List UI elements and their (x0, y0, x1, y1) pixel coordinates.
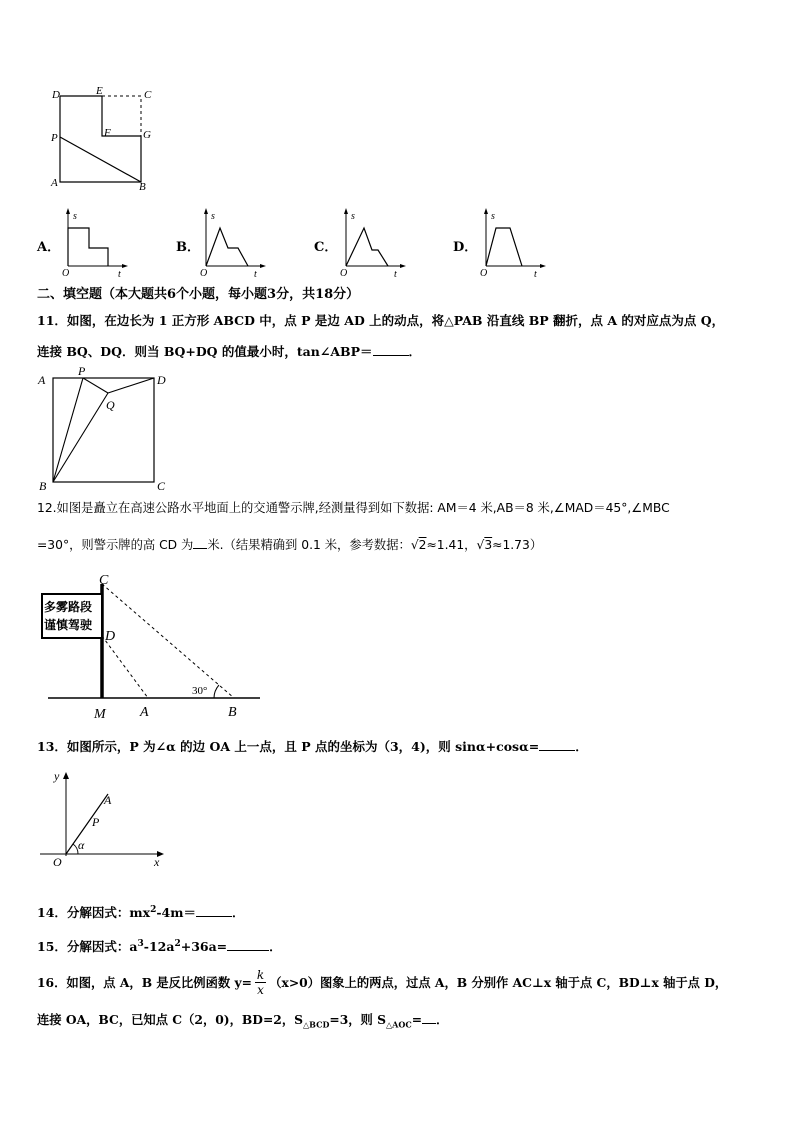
q14-line (37, 902, 244, 921)
q15-sup1: 3 (137, 939, 144, 949)
label-B: B (39, 479, 47, 493)
axis-o: O (480, 268, 488, 278)
q11-line2 (37, 344, 421, 360)
q16-line2b: =3，则 S (329, 1012, 387, 1027)
label-P: P (92, 815, 100, 829)
q12-line2a: =30°，则警示牌的高 CD 为 (37, 538, 194, 552)
q14-end: ． (231, 905, 245, 921)
label-D: D (105, 629, 116, 644)
q16-sub1: △BCD (303, 1019, 330, 1030)
angle-label: 30° (192, 685, 208, 697)
q13-text: 13．如图所示，P 为∠α 的边 OA 上一点，且 P 点的坐标为（3，4)，则 sinα+cosα= (37, 739, 540, 754)
q15-mid1: -12a (143, 939, 175, 955)
label-y: y (54, 769, 60, 783)
q10-figure (40, 82, 170, 192)
q15-pre: 15．分解因式：a (37, 939, 138, 955)
q13-answer-blank (539, 750, 575, 751)
axis-t: t (254, 269, 257, 278)
label-A: A (140, 705, 149, 720)
q11-line2-end: ． (408, 344, 422, 359)
q16-frac-num: k (256, 967, 265, 982)
label-M: M (94, 707, 106, 722)
q14-post: -4m＝ (156, 905, 196, 921)
label-G: G (143, 129, 151, 141)
label-D: D (157, 373, 166, 387)
axis-t: t (118, 269, 121, 278)
q16-line2c: = (411, 1012, 423, 1027)
label-B: B (139, 181, 146, 192)
q16-sub2: △AOC (386, 1019, 412, 1030)
label-F: F (104, 127, 111, 139)
q12-line2c: ≈1.41， (426, 538, 477, 552)
label-C: C (144, 89, 152, 101)
q16-end: ． (436, 1012, 449, 1027)
q13-end: ． (575, 739, 588, 754)
q12-answer-blank (193, 548, 207, 549)
axis-s: s (73, 211, 77, 222)
q12-line1: 12.如图是矗立在高速公路水平地面上的交通警示牌,经测量得到如下数据: AM＝4 米,AB＝8 米,∠MAD＝45°,∠MBC (37, 501, 670, 515)
q15-sup2: 2 (174, 939, 181, 949)
q13-figure (36, 768, 168, 868)
q12-sqrt3: 3 (484, 538, 493, 552)
label-C: C (99, 573, 109, 588)
q15-answer-blank (227, 950, 269, 951)
label-D: D (52, 89, 60, 101)
option-a-graph (58, 206, 130, 278)
label-P: P (51, 132, 58, 144)
q12-line2d: ≈1.73） (492, 538, 543, 552)
label-C: C (157, 479, 166, 493)
warning-sign-line1: 多雾路段 (44, 600, 93, 614)
q12-line2b: 米.（结果精确到 0.1 米，参考数据： (207, 538, 411, 552)
option-a-letter: A． (37, 240, 61, 255)
axis-t: t (534, 269, 537, 278)
label-A: A (38, 373, 46, 387)
label-O: O (53, 855, 62, 868)
axis-o: O (200, 268, 208, 278)
label-P: P (78, 364, 86, 378)
warning-sign-line2: 谨慎驾驶 (44, 618, 93, 632)
axis-s: s (351, 211, 355, 222)
q11-line2-text: 连接 BQ、DQ．则当 BQ+DQ 的值最小时，tan∠ABP＝ (37, 344, 373, 359)
q11-answer-blank (373, 355, 409, 356)
sqrt-sign: √ (476, 538, 485, 552)
q16-pre: 16．如图，点 A，B 是反比例函数 y= (37, 975, 252, 990)
label-Q: Q (106, 398, 115, 412)
q11-line1: 11．如图，在边长为 1 正方形 ABCD 中，点 P 是边 AD 上的动点，将△PAB 沿直线 BP 翻折，点 A 的对应点为点 Q， (37, 313, 725, 328)
sqrt-sign: √ (410, 538, 419, 552)
label-B: B (228, 705, 237, 720)
q12-sqrt2: 2 (418, 538, 427, 552)
q16-post: （x>0）图象上的两点，过点 A，B 分别作 AC⊥x 轴于点 C，BD⊥x 轴于点 D， (269, 975, 728, 990)
q16-answer-blank (422, 1023, 436, 1024)
option-b-letter: B． (176, 240, 200, 255)
axis-o: O (62, 268, 70, 278)
section-heading: 二、填空题（本大题共6个小题，每小题3分，共18分） (37, 287, 360, 302)
q14-answer-blank (196, 916, 232, 917)
q16-line2a: 连接 OA，BC，已知点 C（2，0)，BD=2，S (37, 1012, 304, 1027)
q16-fraction (255, 968, 266, 997)
q14-sup: 2 (150, 905, 157, 915)
axis-t: t (394, 269, 397, 278)
option-d-graph (476, 206, 548, 278)
axis-s: s (491, 211, 495, 222)
q12-figure (36, 572, 266, 722)
axis-s: s (211, 211, 215, 222)
q15-line (37, 936, 282, 955)
label-alpha: α (78, 838, 85, 852)
q13-line (37, 739, 588, 755)
q16-frac-den: x (257, 982, 264, 997)
option-d-letter: D． (453, 240, 478, 255)
q11-figure (36, 364, 176, 494)
option-c-graph (336, 206, 408, 278)
label-A: A (51, 177, 58, 189)
axis-o: O (340, 268, 348, 278)
q12-line2 (37, 537, 542, 553)
label-A: A (104, 793, 112, 807)
label-x: x (154, 855, 160, 868)
option-c-letter: C． (314, 240, 338, 255)
q15-end: ． (269, 939, 282, 955)
label-E: E (96, 85, 103, 97)
q15-post: +36a= (180, 939, 228, 955)
option-b-graph (196, 206, 268, 278)
q16-line2 (37, 1012, 448, 1032)
q16-line1 (37, 964, 727, 1000)
q14-pre: 14．分解因式：mx (37, 905, 151, 921)
